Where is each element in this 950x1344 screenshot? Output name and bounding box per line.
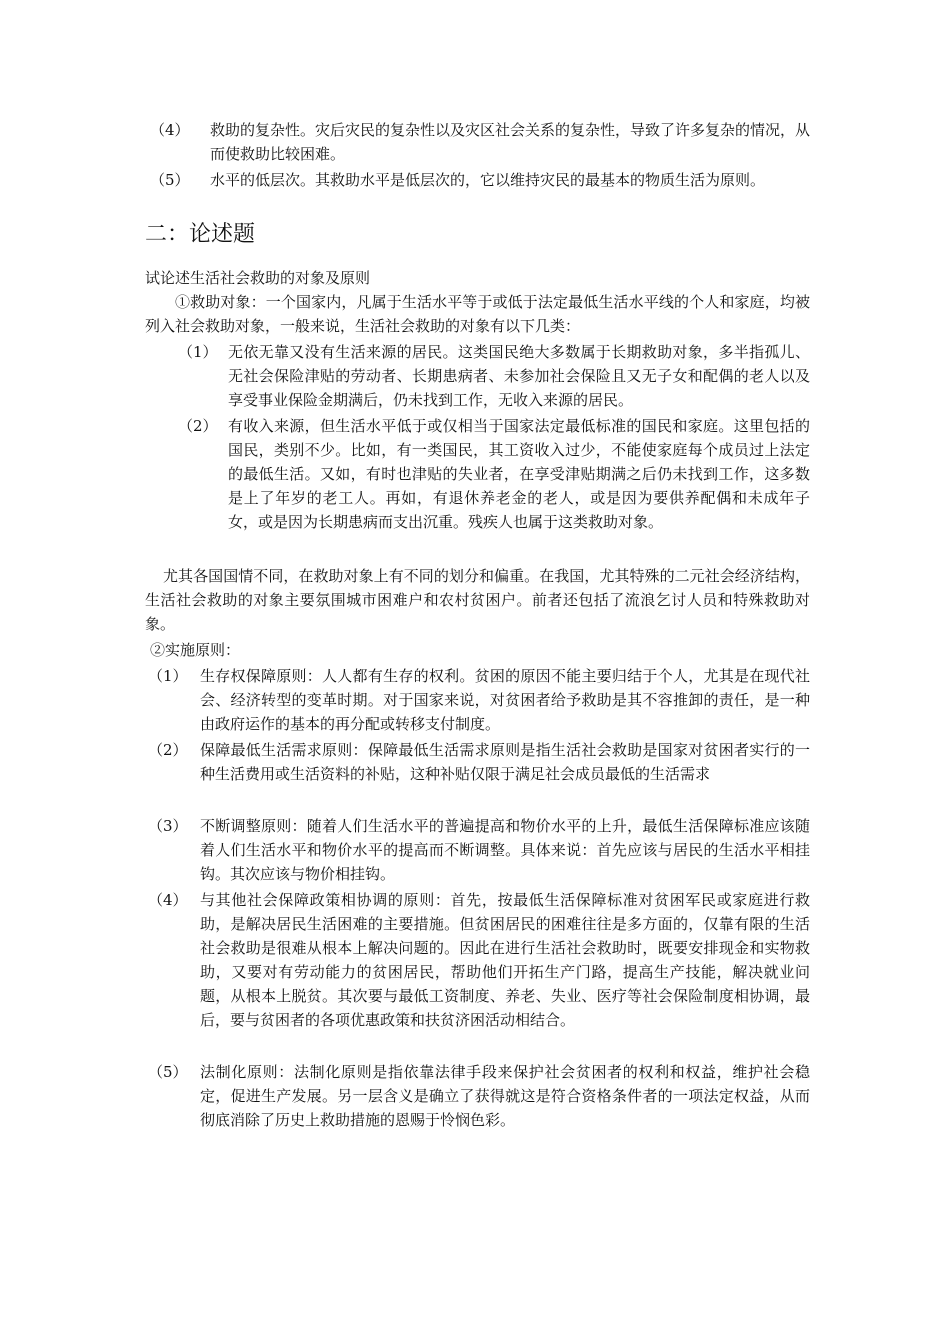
list-item	[150, 168, 810, 192]
list-item-number: （2）	[178, 417, 218, 435]
list-item-number: （2）	[148, 741, 188, 759]
list-item-text: 与其他社会保障政策相协调的原则：首先，按最低生活保障标准对贫困军民或家庭进行救助，是解决居民生活困难的主要措施。但贫困居民的困难往往是多方面的，仅靠有限的生活社会救助是很难从根本上解决问题的。因此在进行生活社会救助时，既要安排现金和实物救助，又要对有劳动能力的贫困居民，帮助他们开拓生产门路，提高生产技能，解决就业问题，从根本上脱贫。其次要与最低工资制度、养老、失业、医疗等社会保险制度相协调，最后，要与贫困者的各项优惠政策和扶贫济困活动相结合。	[200, 891, 810, 1029]
list-item-text: 生存权保障原则：人人都有生存的权利。贫困的原因不能主要归结于个人，尤其是在现代社会、经济转型的变革时期。对于国家来说，对贫困者给予救助是其不容推卸的责任，是一种由政府运作的基本的再分配或转移支付制度。	[200, 667, 810, 733]
list-item-text: 保障最低生活需求原则：保障最低生活需求原则是指生活社会救助是国家对贫困者实行的一种生活费用或生活资料的补贴，这种补贴仅限于满足社会成员最低的生活需求	[200, 741, 810, 783]
list-item-number: （1）	[148, 667, 188, 685]
list-item-number: （4）	[148, 891, 188, 909]
list-item-text: 法制化原则：法制化原则是指依靠法律手段来保护社会贫困者的权利和权益，维护社会稳定，促进生产发展。另一层含义是确立了获得就这是符合资格条件者的一项法定权益，从而彻底消除了历史上救助措施的恩赐于怜悯色彩。	[200, 1063, 810, 1129]
objects-note: 尤其各国国情不同，在救助对象上有不同的划分和偏重。在我国，尤其特殊的二元社会经济结构，生活社会救助的对象主要氛围城市困难户和农村贫困户。前者还包括了流浪乞讨人员和特殊救助对象。	[145, 567, 810, 633]
list-item-number: （5）	[148, 1063, 188, 1081]
list-item-number: （3）	[148, 817, 188, 835]
list-item-text: 不断调整原则：随着人们生活水平的普遍提高和物价水平的上升，最低生活保障标准应该随着人们生活水平和物价水平的提高而不断调整。具体来说：首先应该与居民的生活水平相挂钩。其次应该与物价相挂钩。	[200, 817, 810, 883]
section-heading: 二：论述题	[145, 222, 256, 247]
list-item	[148, 664, 810, 736]
list-item	[150, 118, 810, 166]
list-item-number: （1）	[178, 343, 218, 361]
list-item-text: 水平的低层次。其救助水平是低层次的，它以维持灾民的最基本的物质生活为原则。	[210, 171, 766, 189]
list-item	[178, 340, 810, 412]
list-item-text: 无依无靠又没有生活来源的居民。这类国民绝大多数属于长期救助对象，多半指孤儿、无社会保险津贴的劳动者、长期患病者、未参加社会保险且又无子女和配偶的老人以及享受事业保险金期满后，仍未找到工作，无收入来源的居民。	[228, 343, 810, 409]
list-item	[148, 738, 810, 810]
list-item-number: （5）	[150, 171, 190, 189]
list-item	[148, 814, 810, 886]
principles-intro: ②实施原则：	[150, 641, 241, 659]
list-item	[148, 1060, 810, 1132]
question-title: 试论述生活社会救助的对象及原则	[145, 269, 371, 287]
list-item	[148, 888, 810, 1056]
list-item	[178, 414, 810, 558]
list-item-text: 有收入来源，但生活水平低于或仅相当于国家法定最低标准的国民和家庭。这里包括的国民，类别不少。比如，有一类国民，其工资收入过少，不能使家庭每个成员过上法定的最低生活。又如，有时也津贴的失业者，在享受津贴期满之后仍未找到工作，这多数是上了年岁的老工人。再如，有退休养老金的老人，或是因为要供养配偶和未成年子女，或是因为长期患病而支出沉重。残疾人也属于这类救助对象。	[228, 417, 810, 531]
list-item-number: （4）	[150, 121, 190, 139]
objects-intro: ①救助对象：一个国家内，凡属于生活水平等于或低于法定最低生活水平线的个人和家庭，均被列入社会救助对象，一般来说，生活社会救助的对象有以下几类：	[145, 293, 810, 335]
list-item-text: 救助的复杂性。灾后灾民的复杂性以及灾区社会关系的复杂性，导致了许多复杂的情况，从而使救助比较困难。	[210, 121, 811, 163]
